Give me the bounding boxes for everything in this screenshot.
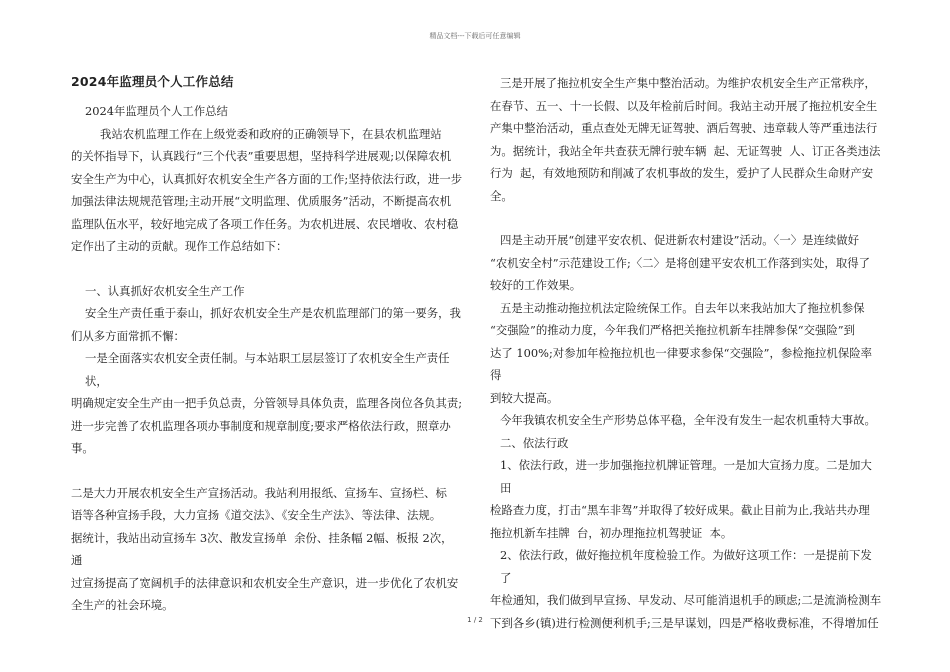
paragraph-line: 进一步完善了农机监理各项办事制度和规章制度;要求严格依法行政，照章办事。 — [71, 418, 451, 455]
paragraph-line: 们从多方面常抓不懈： — [71, 328, 185, 343]
section-heading: 二、依法行政 — [500, 435, 569, 450]
paragraph-line: 为。据统计，我站全年共查获无牌行驶车辆 起、无证驾驶 人、订正各类违法 — [490, 143, 881, 158]
paragraph-line: 2、依法行政，做好拖拉机年度检验工作。为做好这项工作：一是提前下发了 — [500, 548, 872, 585]
paragraph-line: “农机安全村”示范建设工作;〈二〉是将创建平安农机工作落到实处，取得了 — [490, 255, 870, 270]
paragraph-line: 达了 100%;对参加年检拖拉机也一律要求参保“交强险”，参检拖拉机保险率得 — [490, 345, 872, 382]
page-number: 1 / 2 — [467, 616, 483, 624]
blank-line — [490, 207, 882, 229]
paragraph-line: 明确规定安全生产由一把手负总责，分管领导具体负责，监理各岗位各负其责; — [71, 396, 463, 410]
paragraph-line: 我站农机监理工作在上级党委和政府的正确领导下，在县农机监理站 — [71, 126, 442, 141]
paragraph-line: 在春节、五一、十一长假、以及年检前后时间。我站主动开展了拖拉机安全生 — [490, 98, 878, 113]
paragraph-line: “交强险”的推动力度，今年我们严格把关拖拉机新车挂牌参保“交强险”到 — [490, 323, 856, 337]
subtitle-line: 2024年监理员个人工作总结 — [85, 104, 228, 118]
paragraph-line: 监理队伍水平，较好地完成了各项工作任务。为农机进展、农民增收、农村稳 — [71, 216, 459, 231]
paragraph-line: 过宣扬提高了宽阔机手的法律意识和农机安全生产意识，进一步优化了农机安 — [71, 575, 459, 590]
paragraph-line: 二是大力开展农机安全生产宣扬活动。我站利用报纸、宣扬车、宣扬栏、标 — [71, 485, 447, 500]
blank-line — [71, 460, 463, 482]
paragraph-line: 拖拉机新车挂牌 台，初办理拖拉机驾驶证 本。 — [490, 525, 733, 540]
paragraph-line: 今年我镇农机安全生产形势总体平稳，全年没有发生一起农机重特大事故。 — [500, 413, 876, 427]
paragraph-line: 三是开展了拖拉机安全生产集中整治活动。为维护农机安全生产正常秩序， — [500, 76, 876, 90]
paragraph-line: 四是主动开展“创建平安农机、促进新农村建设”活动。〈一〉是连续做好 — [500, 233, 860, 247]
paragraph-line: 定作出了主动的贡献。现作工作总结如下： — [71, 239, 288, 253]
paragraph-line: 年检通知，我们做到早宣扬、早发动、尽可能消退机手的顾虑;二是流淌检测车 — [490, 593, 882, 607]
paragraph-line: 加强法律法规规范管理;主动开展“文明监理、优质服务”活动，不断提高农机 — [71, 194, 451, 208]
paragraph-line: 一是全面落实农机安全责任制。与本站职工层层签订了农机安全生产责任状， — [85, 351, 450, 388]
blank-line — [71, 258, 463, 280]
paragraph-line: 全生产的社会环境。 — [71, 598, 174, 612]
paragraph-line: 安全生产为中心，认真抓好农机安全生产各方面的工作;坚持依法行政，进一步 — [71, 171, 463, 186]
paragraph-line: 较好的工作效果。 — [490, 278, 582, 292]
header-note: 精品文档---下载后可任意编辑 — [429, 32, 521, 40]
paragraph-line: 据统计，我站出动宣扬车 3次、散发宣扬单 余份、挂条幅 2幅、板报 2次，通 — [71, 530, 453, 567]
paragraph-line: 下到各乡(镇)进行检测便利机手;三是早谋划，四是严格收费标准，不得增加任 — [490, 615, 879, 630]
paragraph-line: 到较大提高。 — [490, 390, 559, 405]
paragraph-line: 语等各种宣扬手段，大力宣扬《道交法》、《安全生产法》、等法律、法规。 — [71, 508, 442, 522]
left-column — [71, 72, 463, 617]
paragraph-line: 产集中整治活动，重点查处无牌无证驾驶、酒后驾驶、违章载人等严重违法行 — [490, 121, 878, 135]
paragraph-line: 检路查力度，打击“黑车非驾”并取得了较好成果。截止目前为止,我站共办理 — [490, 503, 870, 517]
paragraph-line: 五是主动推动拖拉机法定险统保工作。自去年以来我站加大了拖拉机参保 — [500, 300, 865, 315]
paragraph-line: 1、依法行政，进一步加强拖拉机牌证管理。一是加大宣扬力度。二是加大田 — [500, 458, 872, 495]
section-heading: 一、认真抓好农机安全生产工作 — [85, 283, 245, 298]
paragraph-line: 的关怀指导下，认真践行“三个代表”重要思想，坚持科学进展观;以保障农机 — [71, 149, 451, 163]
document-title: 2024年监理员个人工作总结 — [71, 74, 234, 89]
paragraph-line: 安全生产责任重于泰山，抓好农机安全生产是农机监理部门的第一要务，我 — [85, 306, 461, 320]
right-column — [490, 72, 882, 634]
paragraph-line: 行为 起，有效地预防和削减了农机事故的发生，爱护了人民群众生命财产安全。 — [490, 166, 874, 203]
